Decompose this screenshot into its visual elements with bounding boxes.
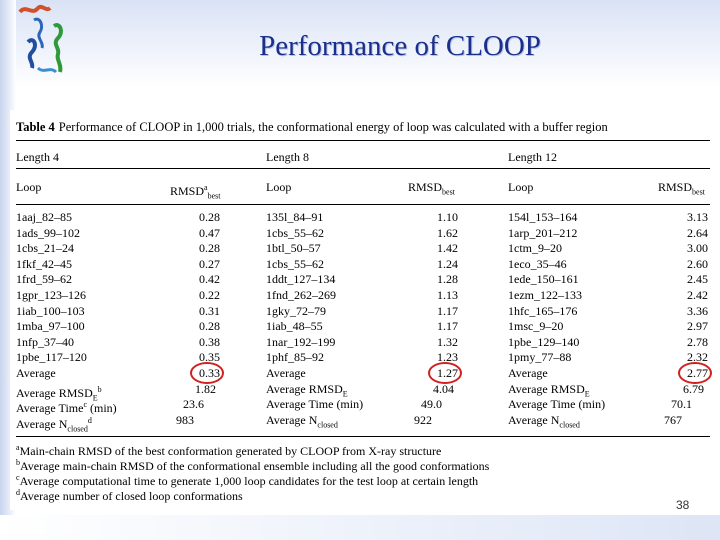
average-nclosed-value: 983 — [176, 412, 194, 427]
rmsd-value: 1.13 — [437, 288, 458, 302]
rmsd-value: 1.17 — [437, 303, 458, 318]
table-caption — [16, 120, 706, 135]
table-rule-top — [16, 140, 710, 141]
rmsd-value: 0.47 — [199, 225, 220, 240]
footnote-d: $^d$Average number of closed loop conformations — [16, 488, 243, 503]
loop-id: 1nar_192–199 — [266, 334, 336, 349]
average-time-label: Average Time (min) — [266, 397, 364, 412]
loop-id: 1gky_72–79 — [266, 303, 326, 318]
protein-helix-logo — [14, 2, 82, 82]
loop-id: 1pmy_77–88 — [508, 350, 572, 365]
loop-id: 154l_153–164 — [508, 210, 578, 224]
length-label: Length 4 — [16, 150, 59, 164]
loop-id: 1eco_35–46 — [508, 256, 567, 271]
rmsd-header: $RMSD_{best}$ — [658, 180, 705, 197]
footnote-b: $^b$Average main-chain RMSD of the conformational ensemble including all the good conformations — [16, 458, 490, 473]
table-caption-text: Performance of CLOOP in 1,000 trials, the conformational energy of loop was calculated with a buffer region — [58, 120, 608, 134]
loop-id: 1ddt_127–134 — [266, 272, 336, 287]
rmsd-value: 1.62 — [437, 225, 458, 240]
rmsd-value: 1.28 — [437, 272, 458, 287]
loop-id: 1phf_85–92 — [266, 350, 324, 365]
average-time-value: 49.0 — [421, 397, 442, 412]
rmsd-value: 0.42 — [199, 272, 220, 287]
slide-footer-band — [0, 515, 720, 540]
loop-id: 1aaj_82–85 — [16, 210, 72, 224]
length-label: Length 12 — [508, 150, 557, 164]
table-figure — [10, 110, 710, 510]
rmsd-header: $RMSD_{best}$ — [408, 180, 455, 197]
rmsd-value: 2.97 — [687, 319, 708, 334]
table-rule-bottom — [16, 436, 710, 437]
rmsd-value: 2.32 — [687, 350, 708, 365]
loop-id: 1gpr_123–126 — [16, 288, 86, 302]
loop-id: 1iab_48–55 — [266, 319, 323, 334]
average-rmsd-label: Average $RMSD_E^b$ — [16, 384, 102, 402]
rmsd-value: 1.10 — [437, 210, 458, 224]
rmsd-value: 1.24 — [437, 256, 458, 271]
rmsd-value: 0.38 — [199, 334, 220, 349]
average-value: 0.33 — [199, 366, 220, 380]
rmsd-value: 2.64 — [687, 225, 708, 240]
average-value: 1.27 — [437, 366, 458, 380]
loop-id: 1cbs_21–24 — [16, 241, 74, 256]
rmsd-value: 0.31 — [199, 303, 220, 318]
average-time-value: 70.1 — [671, 397, 692, 412]
loop-id: 1fkf_42–45 — [16, 256, 72, 271]
loop-id: 1fnd_262–269 — [266, 288, 336, 302]
loop-id: 135l_84–91 — [266, 210, 324, 224]
average-label: Average — [266, 366, 306, 380]
loop-id: 1pbe_129–140 — [508, 334, 580, 349]
average-label: Average — [508, 366, 548, 380]
loop-header: Loop — [16, 180, 42, 194]
loop-id: 1msc_9–20 — [508, 319, 564, 334]
loop-id: 1cbs_55–62 — [266, 225, 324, 240]
footnote-c: $^c$Average computational time to generate 1,000 loop candidates for the test loop at certain length — [16, 473, 479, 488]
rmsd-value: 1.17 — [437, 319, 458, 334]
loop-id: 1mba_97–100 — [16, 319, 85, 334]
rmsd-value: 0.28 — [199, 319, 220, 334]
length-label: Length 8 — [266, 150, 309, 164]
loop-id: 1ctm_9–20 — [508, 241, 562, 256]
average-rmsd-value: 4.04 — [433, 381, 454, 396]
rmsd-value: 1.23 — [437, 350, 458, 365]
loop-id: 1frd_59–62 — [16, 272, 72, 287]
loop-id: 1ezm_122–133 — [508, 288, 582, 302]
loop-id: 1iab_100–103 — [16, 303, 85, 318]
average-nclosed-label: Average $N_{closed}$ — [508, 412, 580, 430]
loop-id: 1ads_99–102 — [16, 225, 80, 240]
loop-id: 1pbe_117–120 — [16, 350, 87, 365]
average-rmsd-label: Average $RMSD_E$ — [266, 381, 348, 398]
rmsd-value: 3.13 — [687, 210, 708, 224]
average-time-value: 23.6 — [183, 397, 204, 412]
rmsd-value: 1.42 — [437, 241, 458, 256]
average-nclosed-value: 767 — [664, 412, 682, 427]
page-number: 38 — [676, 498, 690, 512]
rmsd-value: 0.35 — [199, 350, 220, 365]
average-rmsd-label: Average $RMSD_E$ — [508, 381, 590, 398]
loop-id: 1hfc_165–176 — [508, 303, 578, 318]
rmsd-value: 0.22 — [199, 288, 220, 302]
average-value: 2.77 — [687, 366, 708, 380]
loop-header: Loop — [266, 180, 292, 194]
rmsd-value: 1.32 — [437, 334, 458, 349]
table-label: Table 4 — [16, 120, 55, 134]
average-rmsd-value: 6.79 — [683, 381, 704, 396]
average-rmsd-value: 1.82 — [195, 381, 216, 396]
loop-id: 1nfp_37–40 — [16, 334, 74, 349]
loop-id: 1ede_150–161 — [508, 272, 579, 287]
loop-id: 1cbs_55–62 — [266, 256, 324, 271]
average-time-label: Average Time$^c$ (min) — [16, 400, 117, 416]
rmsd-header: $RMSD^a_{best}$ — [170, 183, 221, 201]
average-label: Average — [16, 366, 56, 380]
loop-id: 1btl_50–57 — [266, 241, 321, 256]
average-nclosed-label: Average $N_{closed}^d$ — [16, 415, 92, 434]
loop-header: Loop — [508, 180, 534, 194]
table-rule-sub — [16, 168, 710, 169]
slide-title: Performance of CLOOP — [259, 30, 541, 62]
rmsd-value: 3.00 — [687, 241, 708, 256]
average-time-label: Average Time (min) — [508, 397, 606, 412]
rmsd-value: 2.78 — [687, 334, 708, 349]
rmsd-value: 0.28 — [199, 241, 220, 256]
rmsd-value: 3.36 — [687, 303, 708, 318]
loop-id: 1arp_201–212 — [508, 225, 578, 240]
table-rule-header — [16, 204, 710, 205]
rmsd-value: 0.27 — [199, 256, 220, 271]
rmsd-value: 2.42 — [687, 288, 708, 302]
rmsd-value: 2.45 — [687, 272, 708, 287]
rmsd-value: 2.60 — [687, 256, 708, 271]
footnote-a: $^a$Main-chain RMSD of the best conformation generated by CLOOP from X-ray structure — [16, 443, 442, 458]
average-nclosed-value: 922 — [414, 412, 432, 427]
rmsd-value: 0.28 — [199, 210, 220, 224]
average-nclosed-label: Average $N_{closed}$ — [266, 412, 338, 430]
